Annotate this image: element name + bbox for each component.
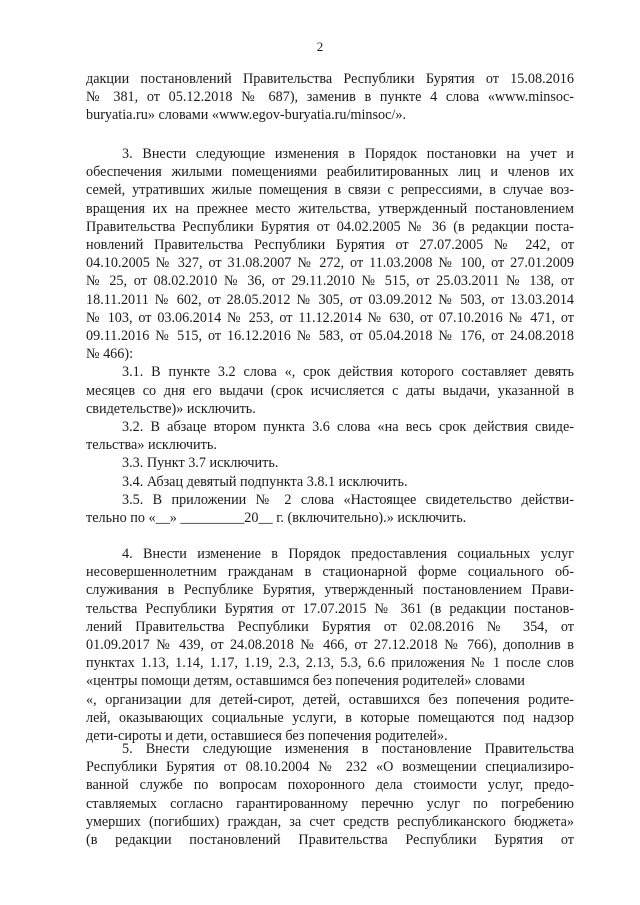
text-line: несовершеннолетним гражданам в стационарной форме социального об- (86, 564, 574, 581)
paragraph-continuation (86, 70, 574, 125)
text-line: вращения их на прежнее место жительства, утвержденный постановлением (86, 200, 574, 217)
text-line: пунктах 1.13, 1.14, 1.17, 1.19, 2.3, 2.13, 5.3, 6.6 приложения № 1 после слов (86, 655, 574, 672)
text-line: 3.1. В пункте 3.2 слова «, срок действия которого составляет девять (122, 364, 574, 381)
text-line: новлений Правительства Республики Бурятия от 27.07.2005 № 242, от (86, 237, 574, 254)
text-line: дакции постановлений Правительства Республики Бурятия от 15.08.2016 (86, 71, 574, 87)
text-line: «, организации для детей-сирот, детей, оставшихся без попечения родите- (86, 691, 574, 708)
text-line: № 466): (86, 346, 134, 363)
text-line: 18.11.2011 № 602, от 28.05.2012 № 305, от 03.09.2012 № 503, от 13.03.2014 (86, 291, 574, 308)
text-line: лений Правительства Республики Бурятия от 02.08.2016 № 354, от (86, 618, 574, 635)
text-line: семей, утративших жилые помещения в связи с репрессиями, в случае воз- (86, 182, 574, 199)
text-line: умерших (погибших) граждан, за счет средств республиканского бюджета» (86, 813, 574, 830)
text-line: свидетельстве)» исключить. (86, 400, 256, 417)
text-line: тельства» исключить. (86, 437, 217, 454)
text-line: № 381, от 05.12.2018 № 687), заменив в пункте 4 слова «www.minsoc- (86, 89, 574, 106)
page-number: 2 (316, 39, 324, 54)
text-line: 09.11.2016 № 515, от 16.12.2016 № 583, от 05.04.2018 № 176, от 24.08.2018 (86, 328, 574, 345)
text-line: (в редакции постановлений Правительства Республики Бурятия от (86, 832, 574, 849)
paragraph-item-5 (86, 740, 574, 849)
text-line: 01.09.2017 № 439, от 24.08.2018 № 466, от 27.12.2018 № 766), дополнив в (86, 637, 574, 654)
text-line: месяцев со дня его выдачи (срок исчисляется с даты выдачи, указанной в (86, 382, 574, 399)
text-line: 3. Внести следующие изменения в Порядок постановки на учет и (122, 146, 574, 162)
text-line: № 103, от 03.06.2014 № 253, от 11.12.2014 № 630, от 07.10.2016 № 471, от (86, 309, 574, 326)
text-line: 3.3. Пункт 3.7 исключить. (122, 455, 279, 472)
text-line: 5. Внести следующие изменения в постановление Правительства (122, 741, 574, 757)
text-line: buryatia.ru» словами «www.egov-buryatia.ru/minsoc/». (86, 107, 407, 124)
text-line: дети-сироты и дети, оставшиеся без попечения родителей». (86, 728, 448, 745)
text-line: № 25, от 08.02.2010 № 36, от 29.11.2010 № 515, от 25.03.2011 № 138, от (86, 273, 574, 290)
text-line: «центры помощи детям, оставшимся без попечения родителей» словами (86, 673, 525, 690)
paragraph-item-3 (86, 145, 574, 527)
text-line: 3.5. В приложении № 2 слова «Настоящее свидетельство действи- (122, 491, 574, 508)
text-line: Правительства Республики Бурятия от 04.02.2005 № 36 (в редакции поста- (86, 218, 574, 235)
text-line: лей, оказывающих социальные услуги, в которые помещаются под надзор (86, 709, 574, 726)
text-line: ставляемых согласно гарантированному перечню услуг по погребению (86, 795, 574, 812)
text-line: тельства Республики Бурятия от 17.07.2015 № 361 (в редакции постанов- (86, 600, 574, 617)
text-line: тельно по «__» _________20__ г. (включительно).» исключить. (86, 510, 467, 527)
text-line: 3.4. Абзац девятый подпункта 3.8.1 исключить. (122, 473, 408, 490)
paragraph-item-4 (86, 545, 574, 745)
text-line: 4. Внести изменение в Порядок предоставления социальных услуг (122, 546, 574, 562)
text-line: ванной службе по вопросам похоронного дела стоимости услуг, предо- (86, 777, 574, 794)
text-line: 04.10.2005 № 327, от 31.08.2007 № 272, от 11.03.2008 № 100, от 27.01.2009 (86, 255, 574, 272)
text-line: служивания в Республике Бурятия, утвержденный постановлением Прави- (86, 582, 574, 599)
text-line: обеспечения жилыми помещениями реабилитированных лиц и членов их (86, 164, 574, 181)
text-line: Республики Бурятия от 08.10.2004 № 232 «О возмещении специализиро- (86, 759, 574, 776)
text-line: 3.2. В абзаце втором пункта 3.6 слова «на весь срок действия свиде- (122, 419, 574, 436)
